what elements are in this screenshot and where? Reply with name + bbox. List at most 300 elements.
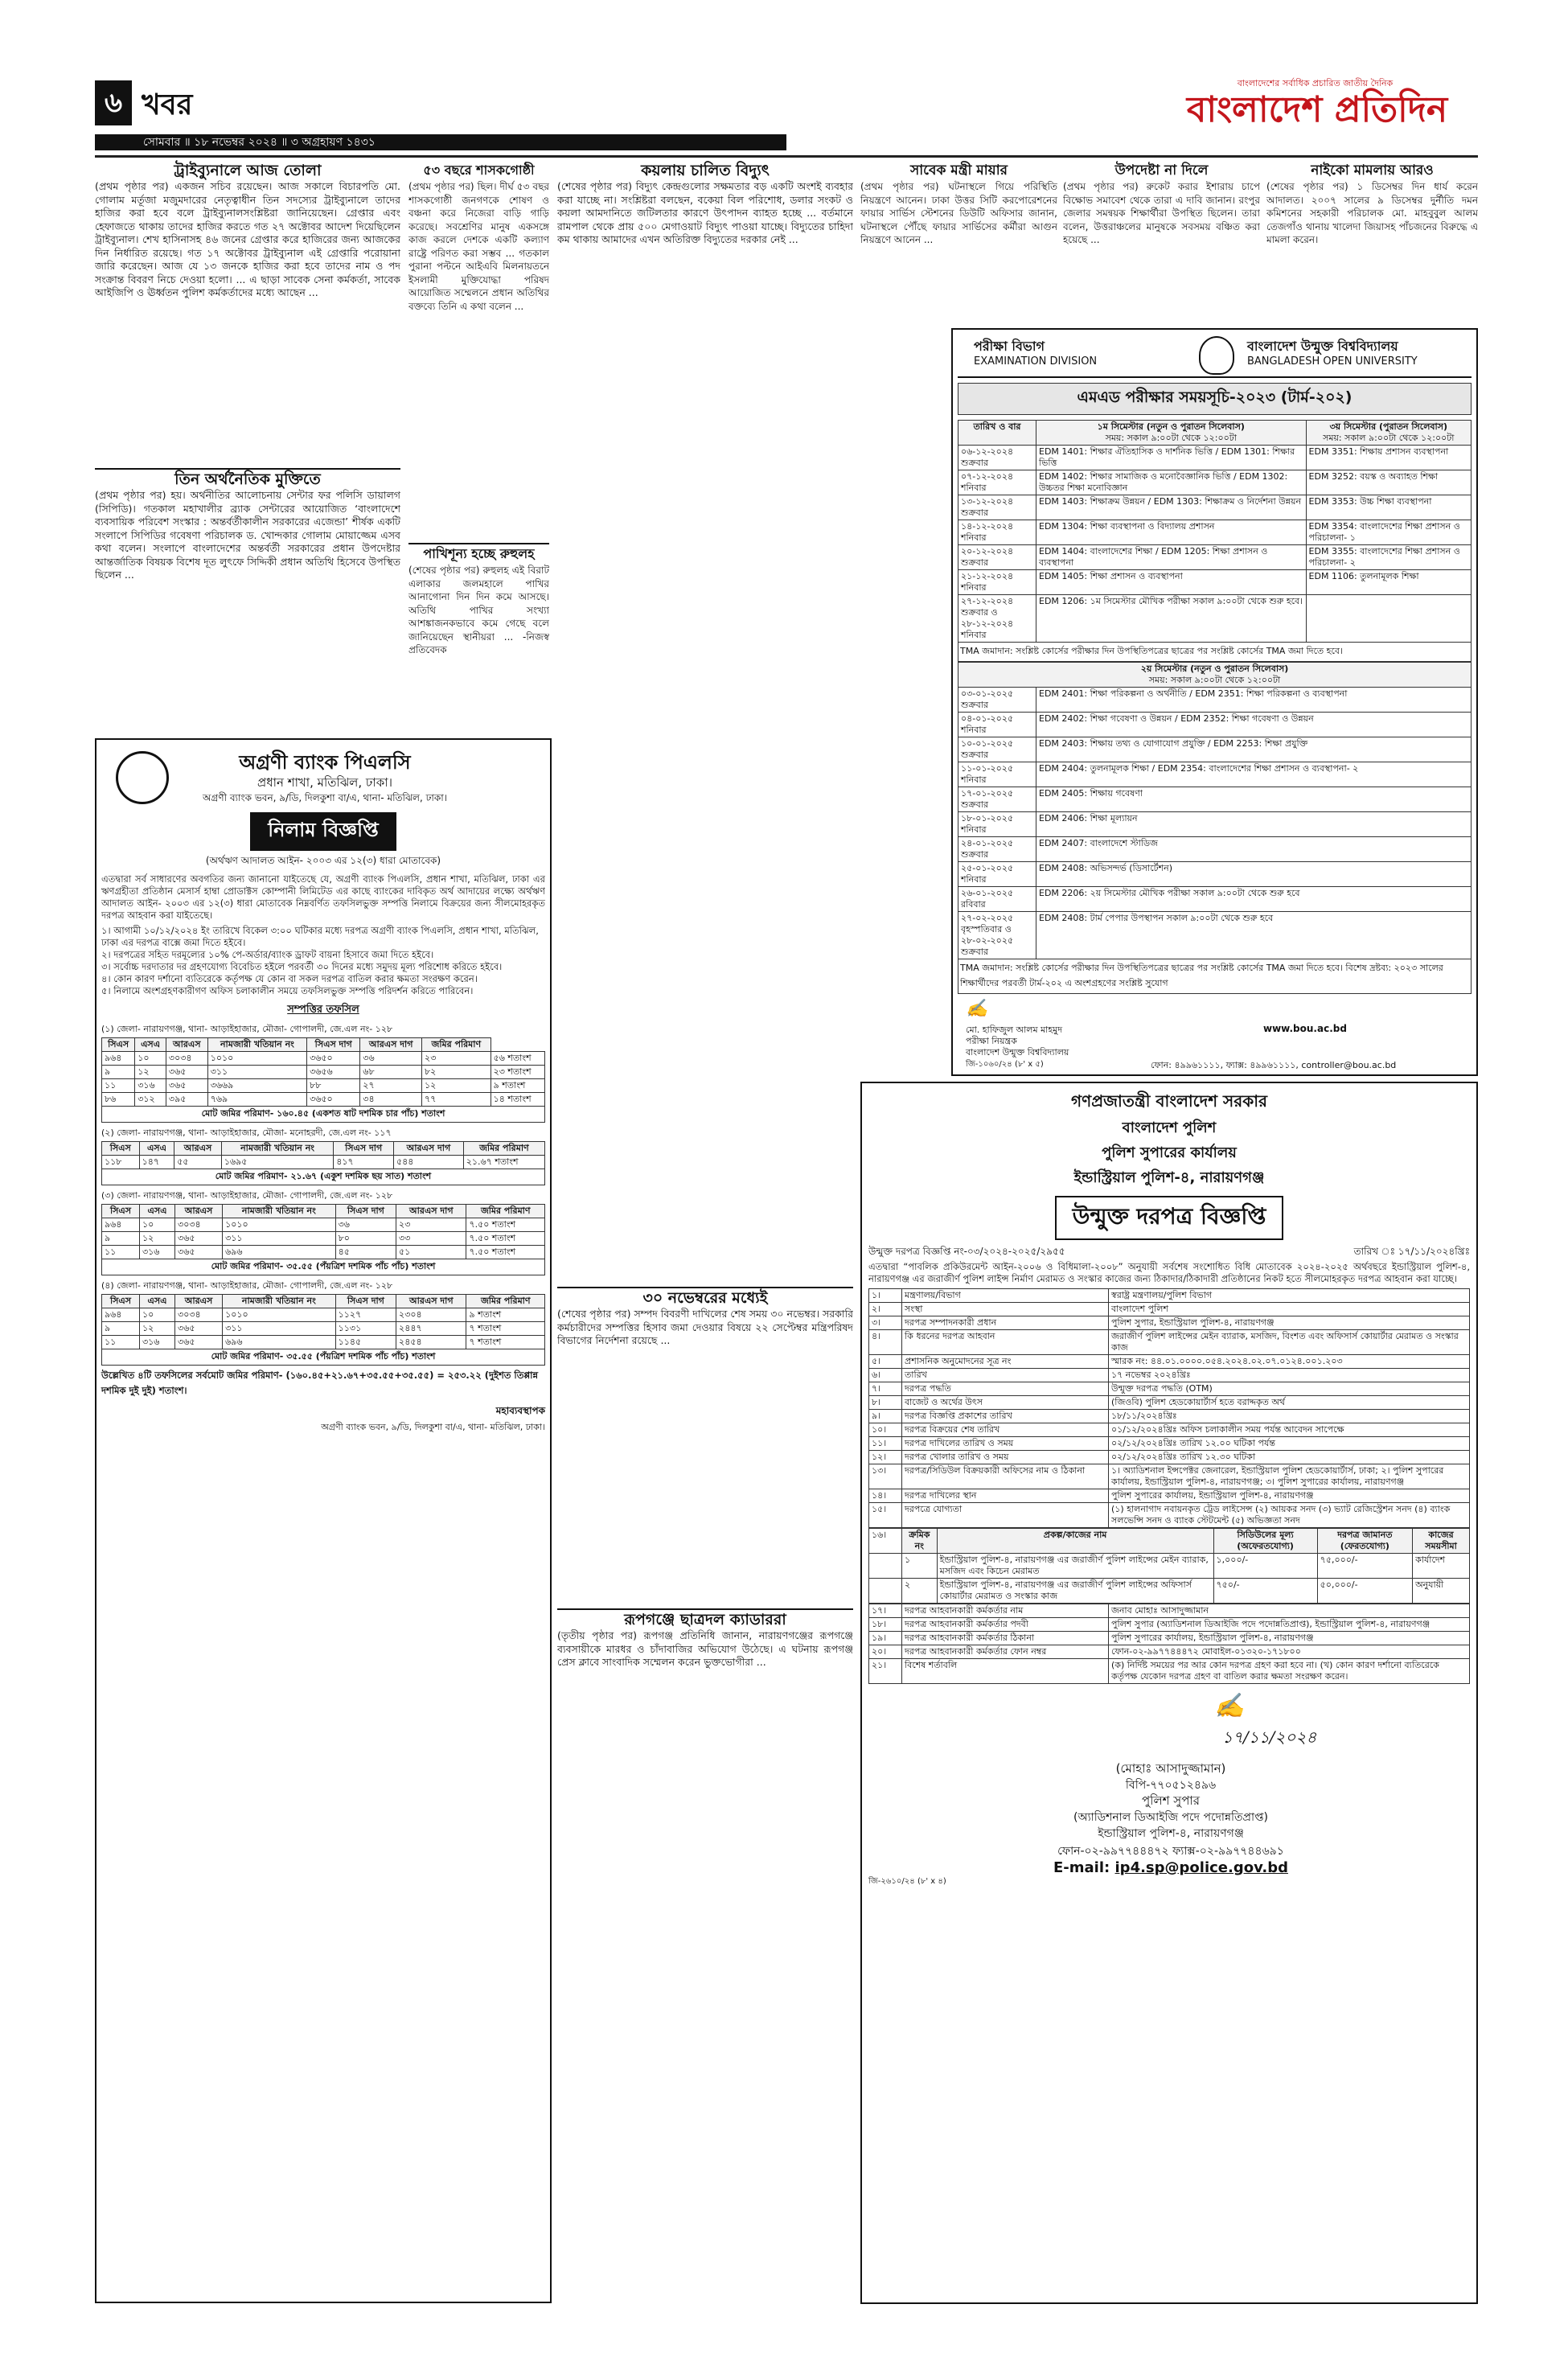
table-cell: ৭ শতাংশ	[466, 1322, 545, 1336]
row-num: ৪।	[869, 1330, 902, 1355]
police-email	[868, 1859, 1473, 1876]
table-cell: ২৩ শতাংশ	[491, 1066, 544, 1079]
work-cell: ইন্ডাস্ট্রিয়াল পুলিশ-৪, নারায়ণগঞ্জ এর জরাজীর্ণ পুলিশ লাইন্সের মেইন ব্যারাক, মসজিদ এবং কিচেন মেরামত	[937, 1554, 1213, 1579]
table-cell: ৬৯৬	[223, 1336, 336, 1349]
work-cell: ৭৫,০০০/-	[1317, 1554, 1412, 1579]
bou-code: জি-১০৬০/২৪ (৮' x ৫)	[966, 1060, 1044, 1069]
row-label: দরপত্র বিজ্ঞপ্তি প্রকাশের তারিখ	[902, 1410, 1109, 1423]
police-sign-title: পুলিশ সুপার	[1142, 1793, 1200, 1808]
police-title: উন্মুক্ত দরপত্র বিজ্ঞপ্তি	[1055, 1196, 1284, 1240]
police-sign-name: (মোহাঃ আসাদুজ্জামান)	[1115, 1761, 1226, 1776]
schedule-sem3: EDM 1106: তুলনামূলক শিক্ষা	[1306, 570, 1471, 595]
table-cell: ৩৬৫	[166, 1066, 207, 1079]
schedule-date: ২৫-০১-২০২৫ শনিবার	[958, 862, 1036, 887]
info-row	[869, 1316, 1470, 1330]
schedule-total: মোট জমির পরিমাণ- ১৬০.৪৫ (একশত ষাট দশমিক চার পাঁচ) শতাংশ	[101, 1107, 545, 1123]
row-label: দরপত্র আহবানকারী কর্মকর্তার পদবী	[902, 1618, 1109, 1632]
row-num: ১৫।	[869, 1503, 902, 1528]
table-cell: ১২	[135, 1066, 166, 1079]
schedule-sem1: EDM 1304: শিক্ষা ব্যবস্থাপনা ও বিদ্যালয় প্রশাসন	[1036, 520, 1307, 545]
police-org: বাংলাদেশ পুলিশ	[1122, 1119, 1217, 1136]
schedule-date: ১৮-০১-২০২৫ শনিবার	[958, 812, 1036, 837]
table-cell: ৩০৩৪	[166, 1052, 207, 1066]
row-num: ১১।	[869, 1437, 902, 1451]
row-label: তারিখ	[902, 1369, 1109, 1382]
table-row	[102, 1308, 545, 1322]
schedule-table	[101, 1037, 545, 1107]
bou-web: www.bou.ac.bd	[1263, 1023, 1347, 1034]
table-cell: ৭.৫০ শতাংশ	[466, 1218, 545, 1232]
article-body: (শেষের পৃষ্ঠার পর) রুহুলহ এই বিরাট এলাকার জলমহালে পাখির আনাগোনা দিন দিন কমে আসছে। অতিথি পাখির সংখ্যা আশঙ্কাজনকভাবে কমে গেছে বলে জানিয়েছেন স্থানীয়রা ... ‑নিজস্ব প্রতিবেদক	[408, 565, 549, 655]
table-row	[102, 1218, 545, 1232]
info-row	[869, 1503, 1470, 1528]
table-cell: ১২	[139, 1232, 174, 1246]
schedule-col: আরএস দাগ	[360, 1038, 422, 1052]
row-num: ১৮।	[869, 1618, 902, 1632]
bou-univ-en: BANGLADESH OPEN UNIVERSITY	[1247, 355, 1418, 368]
schedule-col: আরএস	[175, 1205, 223, 1218]
info-row	[869, 1396, 1470, 1410]
bou-contact: ফোন: ৪৯৯৬১১১১, ফ্যাক্স: ৪৯৯৬১১১১, controller@bou.ac.bd	[1151, 1060, 1397, 1070]
info-row	[869, 1632, 1470, 1645]
row-value: (ক) নির্দিষ্ট সময়ের পর আর কোন দরপত্র গ্রহণ করা হবে না। (খ) কোন কারণ দর্শানো ব্যতিরেকে কর্তৃপক্ষ যেকোন দরপত্র গ্রহণ বা বাতিল করার ক্ষমতা সংরক্ষণ করেন।	[1109, 1659, 1470, 1684]
work-col: কাজের সময়সীমা	[1413, 1529, 1470, 1554]
row-value: ১৮/১১/২০২৪খ্রিঃ	[1109, 1410, 1470, 1423]
schedule-row	[958, 787, 1472, 812]
table-cell: ৩১২	[135, 1093, 166, 1107]
schedule-course: EDM 2405: শিক্ষায় গবেষণা	[1036, 787, 1472, 812]
schedule-sem1: EDM 1402: শিক্ষার সামাজিক ও মনোবৈজ্ঞানিক ভিত্তি / EDM 1302: উচ্চতর শিক্ষা মনোবিজ্ঞান	[1036, 470, 1307, 495]
agrani-auction-notice	[95, 738, 552, 2303]
police-office: পুলিশ সুপারের কার্যালয়	[1102, 1144, 1237, 1161]
work-cell: ১,০০০/-	[1213, 1554, 1317, 1579]
table-cell: ১০	[139, 1308, 174, 1322]
police-sign-bp: বিপি-৭৭০৫১২৪৯৬	[1125, 1779, 1217, 1792]
work-cell: ১	[902, 1554, 938, 1579]
table-cell: ২১.৬৭ শতাংশ	[463, 1156, 544, 1169]
schedule-sem1: EDM 1404: বাংলাদেশের শিক্ষা / EDM 1205: শিক্ষা প্রশাসন ও ব্যবস্থাপনা	[1036, 545, 1307, 570]
schedule-row	[958, 595, 1472, 643]
schedule-course: EDM 2206: ২য় সিমেস্টার মৌখিক পরীক্ষা সকাল ৯:০০টা থেকে শুরু হবে	[1036, 887, 1472, 912]
police-work-table	[868, 1528, 1470, 1604]
schedule-row	[958, 837, 1472, 862]
agrani-terms	[101, 925, 545, 997]
schedule-col: আরএস দাগ	[396, 1205, 466, 1218]
schedule-head	[102, 1142, 545, 1156]
table-cell: ৩৬৫০	[307, 1052, 360, 1066]
schedule-col: আরএস দাগ	[396, 1295, 466, 1308]
article-niko	[1266, 161, 1478, 322]
row-label: বিশেষ শর্তাবলি	[902, 1659, 1109, 1684]
row-value: ফোন-০২-৯৯৭৭৪৪৪৭২ মোবাইল-০১৩২০-১৭১৮০০	[1109, 1645, 1470, 1659]
schedule-location: (৩) জেলা- নারায়ণগঞ্জ, থানা- আড়াইহাজার, মৌজা- গোপালদী, জে.এল নং- ১২৮	[101, 1190, 393, 1201]
schedule-col: সিএস	[102, 1038, 135, 1052]
agrani-schedules	[101, 1022, 545, 1366]
schedule-head	[102, 1038, 545, 1052]
table-row	[102, 1093, 545, 1107]
schedule-course: EDM 2404: তুলনামূলক শিক্ষা / EDM 2354: বাংলাদেশের শিক্ষা প্রশাসন ও ব্যবস্থাপনা- ২	[1036, 762, 1472, 787]
schedule-sem1: EDM 1206: ১ম সিমেস্টার মৌখিক পরীক্ষা সকাল ৯:০০টা থেকে শুরু হবে।	[1036, 595, 1307, 643]
agrani-term: ৪। কোন কারণ দর্শানো ব্যতিরেকে কর্তৃপক্ষ যে কোন বা সকল দরপত্র বাতিল করার ক্ষমতা সংরক্ষণ করেন।	[101, 973, 478, 984]
table-cell: ৪১৭	[334, 1156, 394, 1169]
info-row	[869, 1410, 1470, 1423]
schedule-col: এসএ	[135, 1038, 166, 1052]
agrani-grand-total: উল্লেখিত ৪টি তফসিলের সর্বমোট জমির পরিমাণ- (১৬০.৪৫+২১.৬৭+৩৫.৫৫+৩৫.৫৫) = ২৫৩.২২ (দুইশত তিপ্পান্ন দশমিক দুই দুই) শতাংশ।	[101, 1370, 539, 1396]
article-headline: পাখিশূন্য হচ্ছে রুহুলহ	[408, 543, 549, 564]
row-label: দরপত্র বিক্রয়ের শেষ তারিখ	[902, 1423, 1109, 1437]
table-cell: ৩০৩৪	[175, 1308, 223, 1322]
table-cell: ৮০	[335, 1232, 396, 1246]
bou-schedule-table-1	[958, 420, 1472, 643]
table-cell: ৮৮	[307, 1079, 360, 1093]
article-body: (প্রথম পৃষ্ঠার পর) ছিল। দীর্ঘ ৫৩ বছর শাসকগোষ্ঠী জনগণকে শোষণ ও বঞ্চনা করে নিজেরা বাড়ি গাড়ি করেছে। সবশ্রেণির মানুষ একসঙ্গে কাজ করলে দেশকে একটি কল্যাণ রাষ্ট্রে পরিণত করা সম্ভব ... গতকাল পুরানা পল্টনে আইএবি মিলনায়তনে ইসলামী মুক্তিযোদ্ধা পরিষদ আয়োজিত সম্মেলনে প্রধান অতিথির বক্তব্যে তিনি এ কথা বলেন ...	[408, 181, 549, 312]
table-cell: ১১৩১	[335, 1322, 396, 1336]
row-num: ১৪।	[869, 1489, 902, 1503]
schedule-col: সিএস	[102, 1142, 140, 1156]
work-col: ক্রমিক নং	[902, 1529, 938, 1554]
info-row	[869, 1289, 1470, 1303]
schedule-date: ১৩-১২-২০২৪ শুক্রবার	[958, 495, 1036, 520]
row-value: জনাব মোহাঃ আসাদুজ্জামান	[1109, 1604, 1470, 1618]
table-cell: ৯৬৪	[102, 1218, 140, 1232]
table-cell: ১৪৭	[139, 1156, 174, 1169]
article-body: (প্রথম পৃষ্ঠার পর) হয়। অর্থনীতির আলোচনায় সেন্টার ফর পলিসি ডায়ালগ (সিপিডি)। গতকাল মহাখালীর ব্র্যাক সেন্টারের আয়োজিত ‘বাংলাদেশে ব্যবসায়িক পরিবেশ সংস্কার : অন্তর্বর্তীকালীন সরকারের এজেন্ডা’ শীর্ষক একটি সংলাপে সিপিডির গবেষণা পরিচালক ড. খোন্দকার গোলাম মোয়াজ্জেম এসব কথা বলেন। সংলাপে বাংলাদেশের অন্তর্বর্তী সরকারের প্রধান উপদেষ্টার আন্তর্জাতিক বিষয়ক বিশেষ দূত লুৎফে সিদ্দিকী প্রধান অতিথি হিসেবে উপস্থিত ছিলেন ...	[95, 489, 400, 581]
info-row	[869, 1423, 1470, 1437]
article-headline: ৫৩ বছরে শাসকগোষ্ঠী	[423, 162, 535, 178]
schedule-row	[958, 570, 1472, 595]
agrani-signature-branch: অগ্রণী ব্যাংক ভবন, ৯/ডি, দিলকুশা বা/এ, থানা- মতিঝিল, ঢাকা।	[321, 1422, 545, 1432]
col-sem3: ৩য় সিমেস্টার (পুরাতন সিলেবাস) সময়: সকাল ৯:০০টা থেকে ১২:০০টা	[1306, 421, 1471, 446]
table-cell: ১১৮	[102, 1156, 140, 1169]
schedule-location: (২) জেলা- নারায়ণগঞ্জ, থানা- আড়াইহাজার, মৌজা- মনোহরদী, জে.এল নং- ১১৭	[101, 1127, 392, 1138]
page-header	[95, 76, 1478, 149]
info-row	[869, 1464, 1470, 1489]
schedule-col: সিএস	[102, 1205, 140, 1218]
bou-schedule-table-2	[958, 662, 1472, 959]
row-num: ২০।	[869, 1645, 902, 1659]
row-label: দরপত্র আহবানকারী কর্মকর্তার নাম	[902, 1604, 1109, 1618]
row-num: ১৯।	[869, 1632, 902, 1645]
police-email-label: E-mail:	[1053, 1859, 1110, 1876]
article-tribunal	[95, 161, 400, 466]
police-phone: ফোন-০২-৯৯৭৭৪৪৪৭২ ফ্যাক্স-০২-৯৯৭৭৪৪৬৯১	[1057, 1845, 1284, 1858]
schedule-col: সিএস	[102, 1295, 140, 1308]
schedule-date: ২১-১২-২০২৪ শনিবার	[958, 570, 1036, 595]
table-cell: ১০	[135, 1052, 166, 1066]
table-row	[102, 1156, 545, 1169]
agrani-term: ১। আগামী ১০/১২/২০২৪ ইং তারিখে বিকেল ৩:০০ ঘটিকার মধ্যে দরপত্র অগ্রণী ব্যাংক পিএলসি, প্রধান শাখা, মতিঝিল, ঢাকা এর দরপত্র বাক্সে জমা দিতে হইবে।	[101, 925, 539, 948]
table-cell: ৩৬৫	[175, 1322, 223, 1336]
row-value: ১৭ নভেম্বর ২০২৪খ্রিঃ	[1109, 1369, 1470, 1382]
police-info-table	[868, 1288, 1470, 1528]
schedule-row	[958, 912, 1472, 959]
table-cell: ৩৬৫	[175, 1232, 223, 1246]
table-cell: ১০	[139, 1218, 174, 1232]
table-cell: ৬৯৬	[223, 1246, 336, 1259]
table-cell: ৭.৫০ শতাংশ	[466, 1232, 545, 1246]
info-row	[869, 1437, 1470, 1451]
article-headline: তিন অর্থনৈতিক মুক্তিতে	[95, 468, 400, 489]
article-birds	[408, 543, 549, 736]
schedule-col: জমির পরিমাণ	[466, 1295, 545, 1308]
police-ref: উন্মুক্ত দরপত্র বিজ্ঞপ্তি নং-০৩/২০২৪-২০২৫/২৯৫৫	[868, 1246, 1065, 1257]
article-headline: নাইকো মামলায় আরও	[1311, 162, 1434, 179]
row-label: সংস্থা	[902, 1303, 1109, 1316]
table-cell: ৩১৬	[139, 1336, 174, 1349]
row-num: ১।	[869, 1289, 902, 1303]
row-value: ০২/১২/২০২৪খ্রিঃ তারিখ ১২.০০ ঘটিকা পর্যন্ত	[1109, 1437, 1470, 1451]
info-row	[869, 1604, 1470, 1618]
agrani-bank-name: অগ্রণী ব্যাংক পিএলসি	[239, 751, 411, 774]
agrani-branch: প্রধান শাখা, মতিঝিল, ঢাকা।	[257, 775, 392, 790]
info-row	[869, 1645, 1470, 1659]
article-nov30	[557, 1287, 853, 1604]
col-date: তারিখ ও বার	[958, 421, 1036, 446]
schedule-location: (৪) জেলা- নারায়ণগঞ্জ, থানা- আড়াইহাজার, মৌজা- গোপালদী, জে.এল নং- ১২৮	[101, 1280, 393, 1291]
article-headline: রূপগঞ্জে ছাত্রদল ক্যাডাররা	[557, 1608, 853, 1629]
info-row	[869, 1369, 1470, 1382]
row-num: ৬।	[869, 1369, 902, 1382]
bou-sign-name: মো. হাফিজুল আলম মাহমুদ	[966, 1025, 1063, 1035]
row-value: ০১/১২/২০২৪খ্রিঃ অফিস চলাকালীন সময় পর্যন্ত আবেদন সাপেক্ষে	[1109, 1423, 1470, 1437]
article-headline: ৩০ নভেম্বরের মধ্যেই	[557, 1287, 853, 1308]
schedule-col: আরএস দাগ	[394, 1142, 464, 1156]
table-cell: ৩১১	[223, 1322, 336, 1336]
article-body: (প্রথম পৃষ্ঠার পর) ঘটনাস্থলে গিয়ে পরিস্থিতি নিয়ন্ত্রণে আনেন। ঢাকা উত্তর সিটি করপোরেশনের ফায়ার সার্ভিস স্টেশনের ডিউটি অফিসার জানান, ঘটনাস্থলে পৌঁছে ফায়ার সার্ভিসের কর্মীরা আগুন নিয়ন্ত্রণে আনেন ...	[860, 181, 1057, 245]
schedule-col: আরএস	[175, 1295, 223, 1308]
table-cell: ৮৬	[102, 1093, 135, 1107]
row-num: ৩।	[869, 1316, 902, 1330]
schedule-col: সিএস দাগ	[307, 1038, 360, 1052]
table-cell: ১১	[102, 1246, 140, 1259]
police-intro: এতদ্বারা “পাবলিক প্রকিউরমেন্ট আইন-২০০৬ ও বিধিমালা-২০০৮” অনুযায়ী সর্বশেষ সংশোধিত বিধি মোতাবেক ২০২৪-২০২৫ অর্থবছরে ইন্ডাস্ট্রিয়াল পুলিশ-৪, নারায়ণগঞ্জ এর জরাজীর্ণ পুলিশ লাইন্স নির্মাণ মেরামত ও সংস্কার কাজের জন্য ঠিকাদার/ঠিকাদারী প্রতিষ্ঠানের নিকট হতে সীলমোহরকৃত দরপত্র আহবান করা যাচ্ছে।	[868, 1261, 1470, 1284]
table-cell: ২৩০৪	[396, 1308, 466, 1322]
article-three-economic	[95, 468, 400, 709]
table-cell: ৫৪৪	[394, 1156, 464, 1169]
row-label: দরপত্র/সিডিউল বিক্রয়কারী অফিসের নাম ও ঠিকানা	[902, 1464, 1109, 1489]
table-cell: ৯	[102, 1232, 140, 1246]
police-email-address[interactable]: ip4.sp@police.gov.bd	[1114, 1859, 1288, 1876]
schedule-date: ২৭-১২-২০২৪ শুক্রবার ও ২৮-১২-২০২৪ শনিবার	[958, 595, 1036, 643]
row-num: ১৭।	[869, 1604, 902, 1618]
schedule-total: মোট জমির পরিমাণ- ৩৫.৫৫ (পঁয়ত্রিশ দশমিক পাঁচ পাঁচ) শতাংশ	[101, 1259, 545, 1275]
row-num: ১০।	[869, 1423, 902, 1437]
schedule-location: (১) জেলা- নারায়ণগঞ্জ, থানা- আড়াইহাজার, মৌজা- গোপালদী, জে.এল নং- ১২৮	[101, 1024, 393, 1034]
row-label: দরপত্র দাখিলের স্থান	[902, 1489, 1109, 1503]
row-value: পুলিশ সুপার, ইন্ডাস্ট্রিয়াল পুলিশ-৪, নারায়ণগঞ্জ	[1109, 1316, 1470, 1330]
row-label: দরপত্র সম্পাদনকারী প্রধান	[902, 1316, 1109, 1330]
masthead-logo: বাংলাদেশ প্রতিদিন	[1186, 89, 1448, 130]
masthead-tagline: বাংলাদেশের সর্বাধিক প্রচারিত জাতীয় দৈনিক	[1237, 78, 1394, 88]
table-cell: ২৭	[360, 1079, 422, 1093]
row-num: ২১।	[869, 1659, 902, 1684]
schedule-row	[958, 887, 1472, 912]
bou-tma-note: TMA জমাদান: সংশ্লিষ্ট কোর্সের পরীক্ষার দিন উপস্থিতিপত্রের ছাত্রের পর সংশ্লিষ্ট কোর্সের TMA জমা দিতে হবে।	[958, 643, 1472, 662]
article-headline: উপদেষ্টা না দিলে	[1114, 162, 1209, 179]
info-row	[869, 1451, 1470, 1464]
info-row	[869, 1303, 1470, 1316]
row-label: দরপত্র আহবানকারী কর্মকর্তার ঠিকানা	[902, 1632, 1109, 1645]
agrani-address: অগ্রণী ব্যাংক ভবন, ৯/ডি, দিলকুশা বা/এ, থানা- মতিঝিল, ঢাকা।	[202, 792, 448, 803]
police-sign-unit: ইন্ডাস্ট্রিয়াল পুলিশ-৪, নারায়ণগঞ্জ	[1098, 1827, 1244, 1840]
work-cell: ৭৫০/-	[1213, 1579, 1317, 1604]
row-label: দরপত্র দাখিলের তারিখ ও সময়	[902, 1437, 1109, 1451]
schedule-table	[101, 1294, 545, 1349]
schedule-course: EDM 2401: শিক্ষা পরিকল্পনা ও অর্থনীতি / EDM 2351: শিক্ষা পরিকল্পনা ও ব্যবস্থাপনা	[1036, 688, 1472, 713]
table-cell: ৩৬৫	[166, 1079, 207, 1093]
bou-signature: ✍	[966, 999, 988, 1019]
schedule-sem1: EDM 1401: শিক্ষার ঐতিহাসিক ও দার্শনিক ভিত্তি / EDM 1301: শিক্ষার ভিত্তি	[1036, 446, 1307, 470]
schedule-sem3: EDM 3354: বাংলাদেশের শিক্ষা প্রশাসন ও পরিচালনা- ১	[1306, 520, 1471, 545]
schedule-col: আরএস	[174, 1142, 222, 1156]
table-cell: ৯ শতাংশ	[466, 1308, 545, 1322]
info-row	[869, 1355, 1470, 1369]
schedule-col: এসএ	[139, 1205, 174, 1218]
schedule-sem1: EDM 1403: শিক্ষাক্রম উন্নয়ন / EDM 1303: শিক্ষাক্রম ও নির্দেশনা উন্নয়ন	[1036, 495, 1307, 520]
section-title: খবর	[142, 88, 193, 121]
table-cell: ১২	[422, 1079, 491, 1093]
agrani-subtitle: (অর্থঋণ আদালত আইন- ২০০৩ এর ১২(৩) ধারা মোতাবেক)	[205, 855, 441, 866]
schedule-row	[958, 862, 1472, 887]
row-value: ০২/১২/২০২৪খ্রিঃ তারিখ ১২.৩০ ঘটিকা	[1109, 1451, 1470, 1464]
table-row	[102, 1246, 545, 1259]
police-date: তারিখ ঃ ১৭/১১/২০২৪খ্রিঃ	[1353, 1246, 1470, 1257]
article-body: (প্রথম পৃষ্ঠার পর) রুকেট করার ইশারায় চাপে বিক্ষোভ সমাবেশ থেকে তারা এ দাবি জানান। রংপুর জেলার সমন্বয়ক শিক্ষার্থীরা উপস্থিত ছিলেন। তারা বলেন, উত্তরাঞ্চলের মানুষকে সবসময় বঞ্চিত করা হয়েছে ...	[1063, 181, 1260, 245]
agrani-term: ৫। নিলামে অংশগ্রহণকারীগণ অফিস চলাকালীন সময়ে তফসিলভুক্ত সম্পত্তি পরিদর্শন করিতে পারিবেন।	[101, 985, 474, 996]
schedule-col: জমির পরিমাণ	[463, 1142, 544, 1156]
schedule-course: EDM 2408: টার্ম পেপার উপস্থাপন সকাল ৯:০০টা থেকে শুরু হবে	[1036, 912, 1472, 959]
table-cell: ১০১০	[223, 1308, 336, 1322]
schedule-course: EDM 2403: শিক্ষায় তথ্য ও যোগাযোগ প্রযুক্তি / EDM 2253: শিক্ষা প্রযুক্তি	[1036, 737, 1472, 762]
row-label: দরপত্র পদ্ধতি	[902, 1382, 1109, 1396]
police-code: জি-২৬১০/২৪ (৮' x ৪)	[868, 1877, 946, 1886]
schedule-sem3: EDM 3351: শিক্ষায় প্রশাসন ব্যবস্থাপনা	[1306, 446, 1471, 470]
schedule-row	[958, 545, 1472, 570]
table-row	[102, 1232, 545, 1246]
table-cell: ৩৬৫৬	[307, 1066, 360, 1079]
article-53-years	[408, 161, 549, 539]
row-value: বাংলাদেশ পুলিশ	[1109, 1303, 1470, 1316]
schedule-total: মোট জমির পরিমাণ- ৩৫.৫৫ (পঁয়ত্রিশ দশমিক পাঁচ পাঁচ) শতাংশ	[101, 1349, 545, 1366]
work-cell: ৫০,০০০/-	[1317, 1579, 1412, 1604]
schedule-row	[958, 688, 1472, 713]
row-value: স্মারক নং: ৪৪.০১.০০০০.০৫৪.২০২৪.০২.০৭.০১২৪.০০১.২০৩	[1109, 1355, 1470, 1369]
row-label: দরপত্রে যোগ্যতা	[902, 1503, 1109, 1528]
schedule-date: ০৬-১২-২০২৪ শুক্রবার	[958, 446, 1036, 470]
article-body: (তৃতীয় পৃষ্ঠার পর) রূপগঞ্জ প্রতিনিধি জানান, নারায়ণগঞ্জের রূপগঞ্জে ব্যবসায়ীকে মারধর ও চাঁদাবাজির অভিযোগ উঠেছে। এ ঘটনায় রূপগঞ্জ প্রেস ক্লাবে সাংবাদিক সম্মেলন করেন ভুক্তভোগীরা ...	[557, 1629, 853, 1668]
schedule-date: ০৪-০১-২০২৫ শনিবার	[958, 713, 1036, 737]
table-cell: ৩৪	[360, 1093, 422, 1107]
table-cell: ১০১০	[207, 1052, 306, 1066]
work-col: সিডিউলের মূল্য (অফেরতযোগ্য)	[1213, 1529, 1317, 1554]
police-info-table-b	[868, 1604, 1470, 1684]
row-num: ১৩।	[869, 1464, 902, 1489]
schedule-col: নামজারী খতিয়ান নং	[207, 1038, 306, 1052]
schedule-row	[958, 737, 1472, 762]
schedule-sem1: EDM 1405: শিক্ষা প্রশাসন ও ব্যবস্থাপনা	[1036, 570, 1307, 595]
table-cell: ৭৭	[422, 1093, 491, 1107]
schedule-date: ২৪-০১-২০২৫ শুক্রবার	[958, 837, 1036, 862]
schedule-col: এসএ	[139, 1295, 174, 1308]
schedule-course: EDM 2407: বাংলাদেশে স্টাডিজ	[1036, 837, 1472, 862]
table-row	[102, 1079, 545, 1093]
table-row	[102, 1322, 545, 1336]
police-gov: গণপ্রজাতন্ত্রী বাংলাদেশ সরকার	[1071, 1091, 1267, 1111]
table-cell: ৭৬৯	[207, 1093, 306, 1107]
table-cell: ৩৬৫	[175, 1336, 223, 1349]
work-cell: ২	[902, 1579, 938, 1604]
article-maya	[860, 161, 1057, 322]
schedule-total: মোট জমির পরিমাণ- ২১.৬৭ (একুশ দশমিক ছয় সাত) শতাংশ	[101, 1169, 545, 1185]
dateline: সোমবার ॥ ১৮ নভেম্বর ২০২৪ ॥ ৩ অগ্রহায়ণ ১৪৩১	[95, 134, 786, 150]
table-cell: ৩১৬	[135, 1079, 166, 1093]
table-cell: ১১	[102, 1079, 135, 1093]
row-label: বাজেট ও অর্থের উৎস	[902, 1396, 1109, 1410]
agrani-term: ৩। সর্বোচ্চ দরদাতার দর গ্রহণযোগ্য বিবেচিত হইলে পরবর্তী ৩০ দিনের মধ্যে সমুদয় মূল্য পরিশোধ করিতে হইবে।	[101, 961, 503, 972]
bou-sign-title: পরীক্ষা নিয়ন্ত্রক	[966, 1036, 1017, 1046]
table-cell: ৮২	[422, 1066, 491, 1079]
table-row	[102, 1066, 545, 1079]
schedule-date: ০৩-০১-২০২৫ শুক্রবার	[958, 688, 1036, 713]
article-body: (শেষের পৃষ্ঠার পর) সম্পদ বিবরণী দাখিলের শেষ সময় ৩০ নভেম্বর। সরকারি কর্মচারীদের সম্পত্তির হিসাব জমা দেওয়ার বিষয়ে ২২ সেপ্টেম্বর মন্ত্রিপরিষদ বিভাগের নির্দেশনা রয়েছে ...	[557, 1308, 853, 1346]
schedule-row	[958, 762, 1472, 787]
table-cell: ৫৫	[174, 1156, 222, 1169]
row-value: (জিওবি) পুলিশ হেডকোয়ার্টার্স হতে বরাদ্দকৃত অর্থ	[1109, 1396, 1470, 1410]
schedule-col: আরএস	[166, 1038, 207, 1052]
schedule-row	[958, 446, 1472, 470]
table-cell: ৩৬	[360, 1052, 422, 1066]
table-cell: ৪৫	[335, 1246, 396, 1259]
work-row	[869, 1579, 1470, 1604]
row-value: স্বরাষ্ট্র মন্ত্রণালয়/পুলিশ বিভাগ	[1109, 1289, 1470, 1303]
info-row	[869, 1659, 1470, 1684]
schedule-col: সিএস দাগ	[334, 1142, 394, 1156]
table-row	[102, 1336, 545, 1349]
table-cell: ১১২৭	[335, 1308, 396, 1322]
schedule-date: ১৪-১২-২০২৪ শনিবার	[958, 520, 1036, 545]
schedule-head	[102, 1205, 545, 1218]
article-headline: সাবেক মন্ত্রী মায়ার	[910, 162, 1008, 179]
info-row	[869, 1330, 1470, 1355]
schedule-row	[958, 812, 1472, 837]
schedule-col: জমির পরিমাণ	[422, 1038, 491, 1052]
table-cell: ৩১৬	[139, 1246, 174, 1259]
article-coal-power	[557, 161, 853, 1279]
police-tender-notice	[860, 1082, 1478, 2304]
table-cell: ৩৬৬৯	[207, 1079, 306, 1093]
bou-univ-bn: বাংলাদেশ উন্মুক্ত বিশ্ববিদ্যালয়	[1247, 339, 1398, 354]
table-cell: ৫১	[396, 1246, 466, 1259]
work-col: প্রকল্প/কাজের নাম	[937, 1529, 1213, 1554]
agrani-term: ২। দরপত্রের সহিত দরমূল্যের ১০% পে-অর্ডার/ব্যাংক ড্রাফট বায়না হিসাবে জমা দিতে হইবে।	[101, 949, 434, 960]
table-cell: ৩৬	[335, 1218, 396, 1232]
row-value: (১) হালনাগাদ নবায়নকৃত ট্রেড লাইসেন্স (২) আয়কর সনদ (৩) ভ্যাট রেজিস্ট্রেশন সনদ (৪) ব্যাংক সলভেন্সি সনদ ও ব্যাংক স্টেটমেন্ট (৫) অভিজ্ঞতা সনদ	[1109, 1503, 1470, 1528]
schedule-col: নামজারী খতিয়ান নং	[223, 1295, 336, 1308]
table-cell: ২৪৫৪	[396, 1336, 466, 1349]
article-adviser	[1063, 161, 1260, 322]
table-cell: ৯	[102, 1066, 135, 1079]
table-cell: ৭ শতাংশ	[466, 1336, 545, 1349]
schedule-sem3	[1306, 595, 1471, 643]
table-cell: ৩০৩৪	[175, 1218, 223, 1232]
table-cell: ৩৩	[396, 1232, 466, 1246]
table-cell: ৯ শতাংশ	[491, 1079, 544, 1093]
police-sign-date: ১৭/১১/২০২৪	[1222, 1727, 1317, 1747]
row-value: পুলিশ সুপারের কার্যালয়, ইন্ডাস্ট্রিয়াল পুলিশ-৪, নারায়ণগঞ্জ	[1109, 1632, 1470, 1645]
table-cell: ৩৯৫	[166, 1093, 207, 1107]
table-cell: ১২	[139, 1322, 174, 1336]
article-rupganj	[557, 1608, 853, 2300]
